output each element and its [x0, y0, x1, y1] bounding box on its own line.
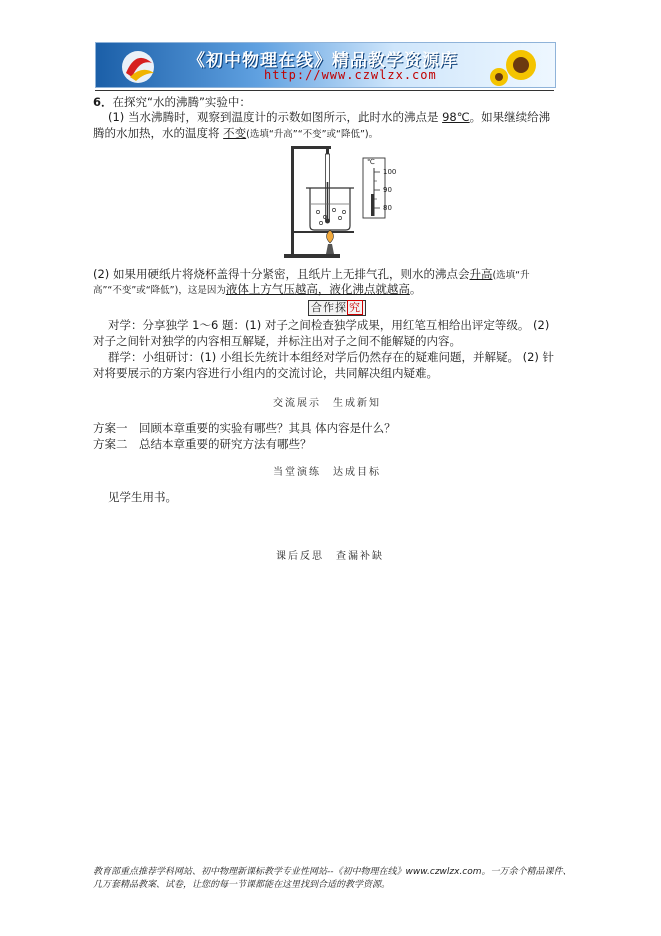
cooperative-inquiry-heading: [308, 300, 366, 316]
plan-2-label: 方案二: [93, 437, 128, 451]
plan-1-text: 回顾本章重要的实验有哪些？其具 体内容是什么？: [139, 421, 396, 435]
qunxue-line1: 群学：小组研讨：(1) 小组长先统计本组经对学后仍然存在的疑难问题，并解疑。 (2) 针: [108, 350, 555, 364]
footer-line1: 教育部重点推荐学科网站、初中物理新课标教学专业性网站--《初中物理在线》www.czwlzx.com。一万余个精品课件、: [93, 867, 572, 877]
plan-1: [93, 420, 396, 436]
q6-part1-line1: [108, 109, 550, 125]
q6-part1-text-b: 。如果继续给沸: [469, 110, 551, 124]
qunxue-line2: 对将要展示的方案内容进行小组内的交流讨论，共同解决组内疑难。: [93, 366, 438, 380]
header-banner: [95, 42, 556, 88]
practice-note: 见学生用书。: [108, 490, 177, 504]
plan-2-text: 总结本章重要的研究方法有哪些？: [139, 437, 312, 451]
thermometer-tick-90: 90: [383, 186, 392, 194]
question-intro: 在探究“水的沸腾”实验中：: [112, 95, 251, 109]
section-exchange-display: 交流展示 生成新知: [273, 398, 381, 409]
q6-part2-line2: [93, 281, 421, 299]
header-divider: [95, 90, 554, 91]
apparatus-drawing-icon: [270, 142, 400, 260]
answer-boiling-point: 98℃: [442, 110, 470, 124]
q6-part2-text-c: 高”“不变”或“降低”)，这是因为: [93, 285, 226, 296]
section-reflection: 课后反思 查漏补缺: [276, 551, 384, 562]
banner-title: 《初中物理在线》精品教学资源库: [188, 51, 458, 71]
duixue-line1: 对学：分享独学 1～6 题：(1) 对子之间检查独学成果，用红笔互相给出评定等级。 (2): [108, 318, 550, 332]
q6-part1-text-a: (1) 当水沸腾时，观察到温度计的示数如图所示，此时水的沸点是: [108, 110, 439, 124]
banner-url[interactable]: http://www.czwlzx.com: [264, 68, 437, 82]
q6-part2-text-b: (选填“升: [492, 270, 530, 281]
answer-reason: 液体上方气压越高，液化沸点就越高: [225, 282, 410, 296]
q6-part2-text-a: (2) 如果用硬纸片将烧杯盖得十分紧密，且纸片上无排气孔，则水的沸点会: [93, 267, 470, 281]
section-class-practice: 当堂演练 达成目标: [273, 467, 381, 478]
cooperative-inquiry-label: 合作探: [311, 301, 347, 314]
cooperative-inquiry-boxed-char: 究: [349, 301, 361, 314]
q6-part2-text-d: 。: [409, 282, 422, 296]
thermometer-tick-80: 80: [383, 204, 392, 212]
duixue-line2: 对子之间针对独学的内容相互解疑，并标注出对子之间不能解疑的内容。: [93, 334, 461, 348]
q6-part1-line2: [93, 125, 378, 143]
q6-part1-text-d: (选填“升高”“不变”或“降低”)。: [246, 129, 379, 140]
plan-2: [93, 436, 312, 452]
question-number: 6．: [93, 95, 113, 109]
answer-temperature-change: 不变: [223, 126, 247, 140]
thermometer-unit: ℃: [367, 158, 375, 166]
q6-part1-text-c: 腾的水加热，水的温度将: [93, 126, 220, 140]
plan-1-label: 方案一: [93, 421, 128, 435]
footer-line2: 几万套精品教案、试卷，让您的每一节课都能在这里找到合适的教学资源。: [93, 880, 391, 890]
question-6-intro: [93, 94, 251, 110]
answer-boiling-point-change: 升高: [469, 267, 493, 281]
thermometer-tick-100: 100: [383, 168, 397, 176]
boiling-apparatus-figure: [270, 142, 400, 260]
